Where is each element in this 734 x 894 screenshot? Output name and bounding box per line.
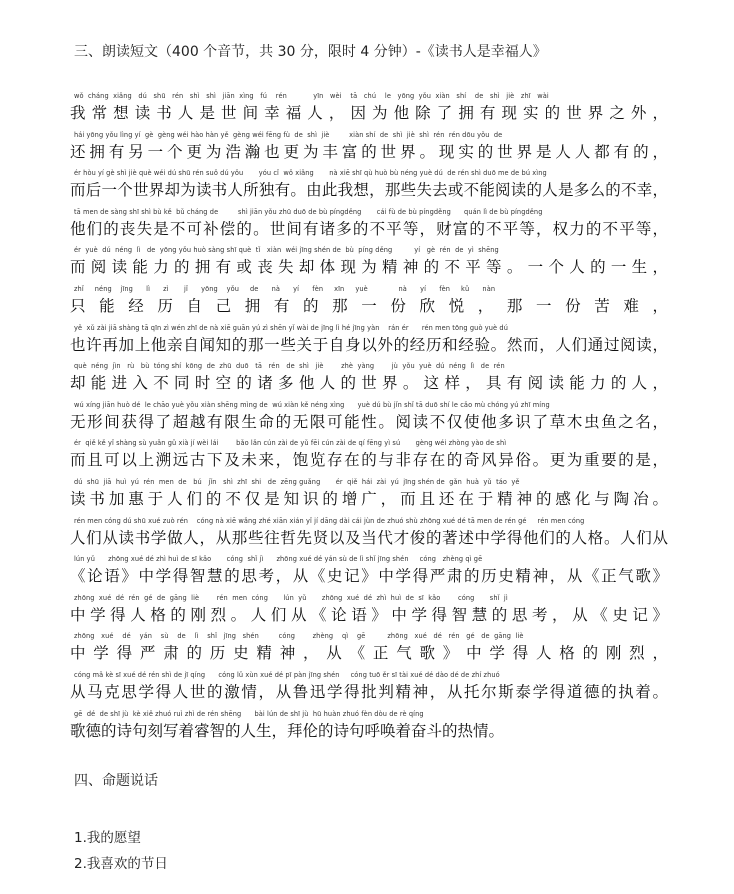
pinyin-annotation: ér qiě kě yǐ shàng sù yuǎn gǔ xià jí wèi lái bǎo lǎn cún zài de yǔ fēi cún zài de qí fēng yì sú gèng wéi zhòng yào de shì: [74, 439, 507, 448]
hanzi-text: 而且可以上溯远古下及未来，饱览存在的与非存在的奇风异俗。更为重要的是，: [70, 451, 668, 470]
pinyin-annotation: què néng jìn rù bù tóng shí kōng de zhū duō tā rén de shì jiè zhè yàng jù yǒu yuè dú néng lì de rén: [74, 362, 505, 371]
pinyin-annotation: lún yǔ zhōng xué dé zhì huì de sī kǎo cóng shǐ jì zhōng xué dé yán sù de lì shǐ jīng shén cóng zhèng qì gē: [74, 555, 483, 564]
passage-line: [70, 439, 668, 478]
passage-line: [70, 362, 668, 401]
pinyin-annotation: ér hòu yí gè shì jiè què wéi dú shū rén suǒ dú yǒu yóu cǐ wǒ xiǎng nà xiē shī qù huò bù néng yuè dú de rén shì duō me de bú xìng: [74, 169, 547, 178]
section-4-title: 四、命题说话: [74, 773, 158, 789]
pinyin-annotation: gē dé de shī jù kè xiě zhuó ruì zhì de rén shēng bài lún de shī jù hū huàn zhuó fèn dòu de rè qíng: [74, 709, 424, 718]
pinyin-annotation: zhōng xué dé yán sù de lì shǐ jīng shén cóng zhèng qì gē zhōng xué dé rén gé de gāng liè: [74, 632, 524, 641]
hanzi-text: 我常想读书人是世间幸福人，因为他除了拥有现实的世界之外，: [70, 104, 668, 122]
hanzi-text: 还拥有另一个更为浩瀚也更为丰富的世界。现实的世界是人人都有的，: [70, 142, 668, 161]
hanzi-text: 而后一个世界却为读书人所独有。由此我想，那些失去或不能阅读的人是多么的不幸，: [70, 181, 668, 200]
passage-line: [70, 92, 668, 131]
hanzi-text: 他们的丧失是不可补偿的。世间有诸多的不平等，财富的不平等，权力的不平等，: [70, 219, 668, 238]
hanzi-text: 人们从读书学做人，从那些往哲先贤以及当代才俊的著述中学得他们的人格。人们从: [70, 528, 668, 547]
hanzi-text: 无形间获得了超越有限生命的无限可能性。阅读不仅使他多识了草木虫鱼之名，: [70, 412, 668, 431]
hanzi-text: 从马克思学得人世的激情，从鲁迅学得批判精神，从托尔斯泰学得道德的执着。: [70, 682, 668, 701]
pinyin-annotation: yě xǔ zài jiā shàng tā qīn zì wén zhī de nà xiē guān yú zì shēn yǐ wài de jīng lì hé jīng yàn rán ér rén men tōng guò yuè dú: [74, 323, 508, 332]
pinyin-annotation: zhōng xué dé rén gé de gāng liè rén men cóng lún yǔ zhōng xué dé zhì huì de sī kǎo cóng shǐ jì: [74, 593, 508, 602]
passage-line: [70, 478, 668, 517]
pinyin-annotation: wǒ cháng xiǎng dú shū rén shì shì jiān xìng fú rén yīn wèi tā chú le yōng yǒu xiàn shí de shì jiè zhī wài: [74, 92, 549, 100]
pinyin-annotation: ér yuè dú néng lì de yōng yǒu huò sàng shī què tǐ xiàn wéi jīng shén de bù píng děng yí gè rén de yì shēng: [74, 246, 499, 255]
passage-line: [70, 246, 668, 285]
passage-line: [70, 208, 668, 247]
passage-line: [70, 517, 668, 556]
passage-line: [70, 169, 668, 208]
hanzi-text: 却能进入不同时空的诸多他人的世界。这样，具有阅读能力的人，: [70, 374, 668, 393]
reading-passage: [70, 92, 668, 748]
hanzi-text: 只能经历自己拥有的那一份欣悦，那一份苦难，: [70, 296, 668, 315]
pinyin-annotation: rén men cóng dú shū xué zuò rén cóng nà xiē wǎng zhé xiān xián yǐ jí dāng dài cái jùn de zhuó shù zhōng xué dé tā men de rén gé rén men cóng: [74, 516, 585, 525]
passage-line: [70, 131, 668, 170]
pinyin-annotation: wú xíng jiān huò dé le chāo yuè yǒu xiàn shēng mìng de wú xiàn kě néng xìng yuè dú bù jǐn shǐ tā duō shí le cǎo mù chóng yú zhī míng: [74, 400, 550, 409]
hanzi-text: 而阅读能力的拥有或丧失却体现为精神的不平等。一个人的一生，: [70, 258, 668, 277]
pinyin-annotation: tā men de sàng shī shì bù kě bǔ cháng de shì jiān yǒu zhū duō de bù píngděng cái fù de bù píngděng quán lì de bù píngděng: [74, 207, 543, 216]
passage-line: [70, 594, 668, 633]
pinyin-annotation: hái yōng yǒu lìng yí gè gèng wéi hào hàn yě gèng wéi fēng fù de shì jiè xiàn shí de shì jiè shì rén rén dōu yǒu de: [74, 130, 503, 139]
topic-item-1: 1.我的愿望: [74, 830, 141, 846]
passage-line: [70, 324, 668, 363]
hanzi-text: 中学得人格的刚烈。人们从《论语》中学得智慧的思考，从《史记》: [70, 605, 668, 624]
hanzi-text: 《论语》中学得智慧的思考，从《史记》中学得严肃的历史精神，从《正气歌》: [70, 567, 668, 586]
pinyin-annotation: zhǐ néng jīng lì zì jǐ yōng yǒu de nà yí fèn xīn yuè nà yí fèn kǔ nàn: [74, 284, 496, 293]
passage-line: [70, 671, 668, 710]
passage-line: [70, 285, 668, 324]
passage-line: [70, 710, 668, 749]
hanzi-text: 歌德的诗句刻写着睿智的人生，拜伦的诗句呼唤着奋斗的热情。: [70, 721, 505, 740]
pinyin-annotation: dú shū jiā huì yú rén men de bú jǐn shì zhī shi de zēng guǎng ér qiě hái zài yú jīng shén de gǎn huà yǔ táo yě: [74, 477, 520, 486]
section-3-title: 三、朗读短文（400 个音节，共 30 分，限时 4 分钟）-《读书人是幸福人》: [74, 44, 547, 60]
pinyin-annotation: cóng mǎ kè sī xué dé rén shì de jī qíng cóng lǔ xùn xué dé pī pàn jīng shén cóng tuō ěr sī tài xué dé dào dé de zhí zhuó: [74, 670, 500, 679]
hanzi-text: 也许再加上他亲自闻知的那一些关于自身以外的经历和经验。然而，人们通过阅读，: [70, 335, 668, 354]
passage-line: [70, 632, 668, 671]
hanzi-text: 中学得严肃的历史精神，从《正气歌》中学得人格的刚烈，: [70, 644, 668, 663]
topic-item-2: 2.我喜欢的节日: [74, 856, 168, 872]
passage-line: [70, 555, 668, 594]
hanzi-text: 读书加惠于人们的不仅是知识的增广，而且还在于精神的感化与陶冶。: [70, 489, 668, 508]
passage-line: [70, 401, 668, 440]
